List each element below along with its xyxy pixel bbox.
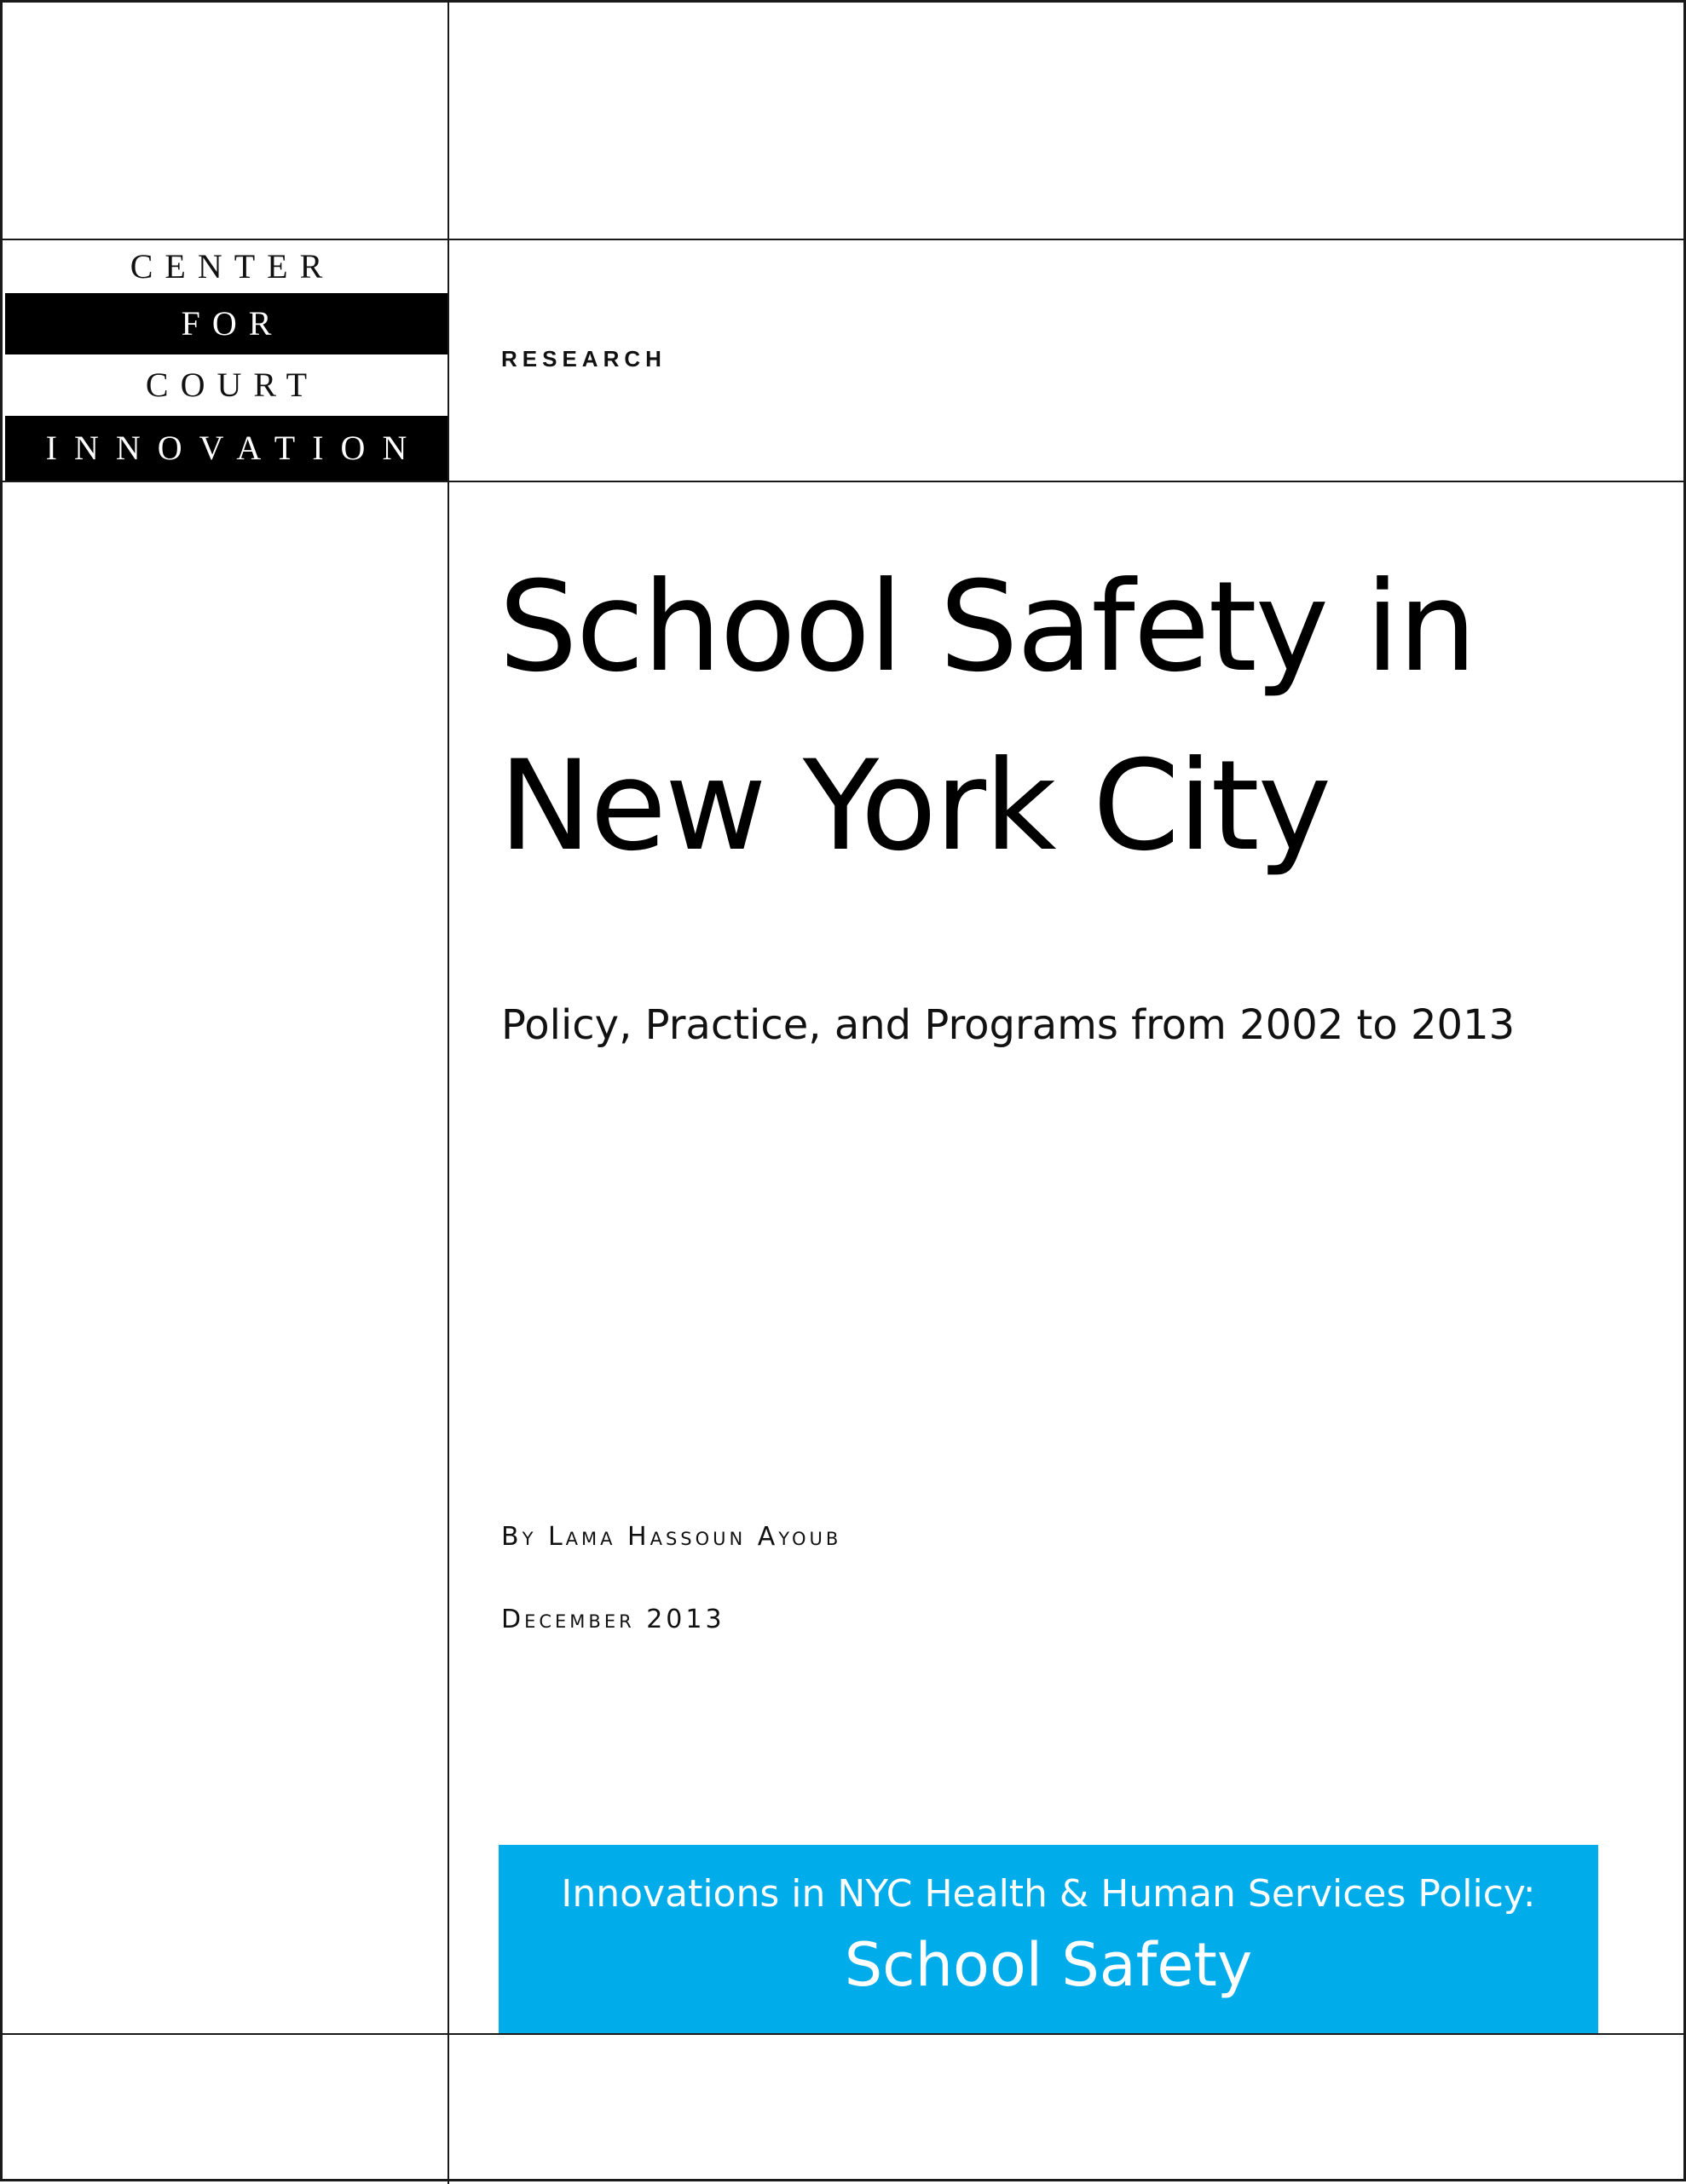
report-title bbox=[499, 538, 1607, 896]
author-byline: By Lama Hassoun Ayoub bbox=[501, 1522, 842, 1552]
report-subtitle: Policy, Practice, and Programs from 2002 to 2013 bbox=[501, 1001, 1516, 1049]
report-title-line-2: New York City bbox=[499, 734, 1331, 879]
section-label: RESEARCH bbox=[501, 346, 667, 372]
series-banner-title: Innovations in NYC Health & Human Services Policy: bbox=[561, 1872, 1536, 1916]
report-title-line-1: School Safety in bbox=[499, 555, 1475, 700]
publication-date: December 2013 bbox=[501, 1605, 725, 1634]
horizontal-grid-line-bottom bbox=[3, 2033, 1686, 2035]
logo-line-center: CENTER bbox=[5, 240, 447, 293]
logo-line-for: FOR bbox=[5, 293, 447, 354]
vertical-grid-line bbox=[447, 3, 449, 2184]
center-for-court-innovation-logo bbox=[5, 240, 447, 481]
logo-line-innovation: INNOVATION bbox=[5, 416, 447, 481]
series-banner-topic: School Safety bbox=[844, 1930, 1253, 2000]
logo-line-court: COURT bbox=[5, 354, 447, 416]
series-banner bbox=[499, 1845, 1598, 2033]
horizontal-grid-line-middle bbox=[3, 481, 1686, 482]
